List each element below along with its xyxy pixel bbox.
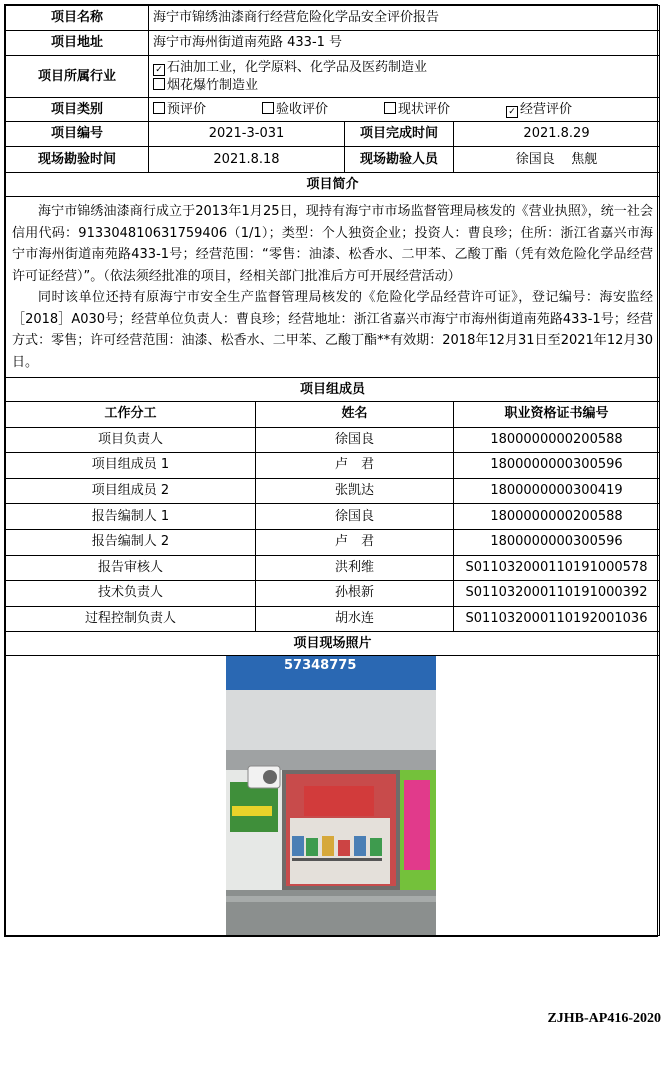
table-row — [6, 504, 660, 530]
member-cert: 1800000000300596 — [454, 529, 660, 555]
member-role: 项目组成员 2 — [6, 478, 256, 504]
table-row — [6, 606, 660, 632]
category-options — [149, 98, 660, 122]
industry-option-petro — [153, 59, 655, 77]
shop-sign-number: 57348775 — [284, 658, 357, 674]
survey-time-value: 2021.8.18 — [149, 147, 345, 173]
member-cert: S011032000110192001036 — [454, 606, 660, 632]
member-role: 项目负责人 — [6, 427, 256, 453]
header-role: 工作分工 — [6, 402, 256, 428]
checkbox-empty-icon — [262, 102, 274, 114]
industry-option-label: 烟花爆竹制造业 — [167, 77, 259, 93]
member-cert: 1800000000200588 — [454, 427, 660, 453]
info-table — [5, 5, 660, 936]
evaluation-info-form — [4, 4, 658, 937]
project-no-label: 项目编号 — [6, 122, 149, 147]
checkbox-checked-icon: ✓ — [506, 106, 518, 118]
member-name: 孙根新 — [256, 581, 454, 607]
category-option-label: 现状评价 — [398, 101, 451, 117]
member-name: 卢 君 — [256, 529, 454, 555]
category-option-acceptance — [262, 101, 328, 119]
survey-staff-label: 现场勘验人员 — [345, 147, 454, 173]
checkbox-empty-icon — [153, 78, 165, 90]
intro-paragraph-1: 海宁市锦绣油漆商行成立于2013年1月25日，现持有海宁市市场监督管理局核发的《营业执照》，统一社会信用代码：913304810631759406（1/1）；类型：个人独资企业；投资人：曹良珍；住所：浙江省嘉兴市海宁市海州街道南苑路433-1号；经营范围：“零售：油漆、松香水、二甲苯、乙酸丁酯（凭有效危险化学品经营许可证经营）”。（依法须经批准的项目，经相关部门批准后方可开展经营活动） — [12, 204, 654, 284]
project-address-value: 海宁市海州街道南苑路 433-1 号 — [149, 31, 660, 56]
photo-title: 项目现场照片 — [6, 632, 660, 656]
member-cert: 1800000000300419 — [454, 478, 660, 504]
project-name-label: 项目名称 — [6, 6, 149, 31]
member-name: 卢 君 — [256, 453, 454, 479]
member-name: 徐国良 — [256, 504, 454, 530]
industry-option-label: 石油加工业，化学原料、化学品及医药制造业 — [167, 59, 428, 75]
industry-label: 项目所属行业 — [6, 56, 149, 98]
completion-time-value: 2021.8.29 — [454, 122, 660, 147]
table-row — [6, 529, 660, 555]
survey-staff-value: 徐国良 焦舰 — [454, 147, 660, 173]
category-option-pre — [153, 101, 206, 119]
intro-title: 项目简介 — [6, 173, 660, 197]
checkbox-empty-icon — [384, 102, 396, 114]
member-cert: 1800000000200588 — [454, 504, 660, 530]
category-option-business — [506, 101, 572, 119]
member-role: 过程控制负责人 — [6, 606, 256, 632]
industry-options — [149, 56, 660, 98]
checkbox-checked-icon: ✓ — [153, 64, 165, 76]
member-cert: S011032000110191000578 — [454, 555, 660, 581]
member-cert: 1800000000300596 — [454, 453, 660, 479]
member-role: 报告编制人 2 — [6, 529, 256, 555]
photo-cell — [6, 656, 660, 936]
survey-time-label: 现场勘验时间 — [6, 147, 149, 173]
completion-time-label: 项目完成时间 — [345, 122, 454, 147]
site-photo — [226, 656, 436, 935]
checkbox-empty-icon — [153, 102, 165, 114]
table-row — [6, 427, 660, 453]
table-row — [6, 581, 660, 607]
project-name-value: 海宁市锦绣油漆商行经营危险化学品安全评价报告 — [149, 6, 660, 31]
member-name: 胡水连 — [256, 606, 454, 632]
members-header-row — [6, 402, 660, 428]
category-option-label: 预评价 — [167, 101, 207, 117]
member-name: 洪利维 — [256, 555, 454, 581]
intro-body — [6, 197, 660, 378]
member-role: 技术负责人 — [6, 581, 256, 607]
category-label: 项目类别 — [6, 98, 149, 122]
document-code: ZJHB-AP416-2020 — [547, 1011, 661, 1026]
table-row — [6, 478, 660, 504]
industry-option-fireworks — [153, 77, 655, 95]
category-option-status — [384, 101, 450, 119]
category-option-label: 验收评价 — [276, 101, 329, 117]
member-name: 徐国良 — [256, 427, 454, 453]
table-row — [6, 453, 660, 479]
header-cert: 职业资格证书编号 — [454, 402, 660, 428]
table-row — [6, 555, 660, 581]
members-table — [6, 402, 660, 632]
member-name: 张凯达 — [256, 478, 454, 504]
intro-paragraph-2: 同时该单位还持有原海宁市安全生产监督管理局核发的《危险化学品经营许可证》，登记编号：海安监经［2018］A030号；经营单位负责人：曹良珍；经营地址：浙江省嘉兴市海宁市海州街道南苑路433-1号；经营方式：零售；许可经营范围：油漆、松香水、二甲苯、乙酸丁酯**有效期：2018年12月31日至2021年12月30日。 — [12, 290, 654, 370]
header-name: 姓名 — [256, 402, 454, 428]
member-cert: S011032000110191000392 — [454, 581, 660, 607]
project-no-value: 2021-3-031 — [149, 122, 345, 147]
member-role: 项目组成员 1 — [6, 453, 256, 479]
project-address-label: 项目地址 — [6, 31, 149, 56]
member-role: 报告审核人 — [6, 555, 256, 581]
member-role: 报告编制人 1 — [6, 504, 256, 530]
category-option-label: 经营评价 — [520, 101, 573, 117]
members-title: 项目组成员 — [6, 378, 660, 402]
